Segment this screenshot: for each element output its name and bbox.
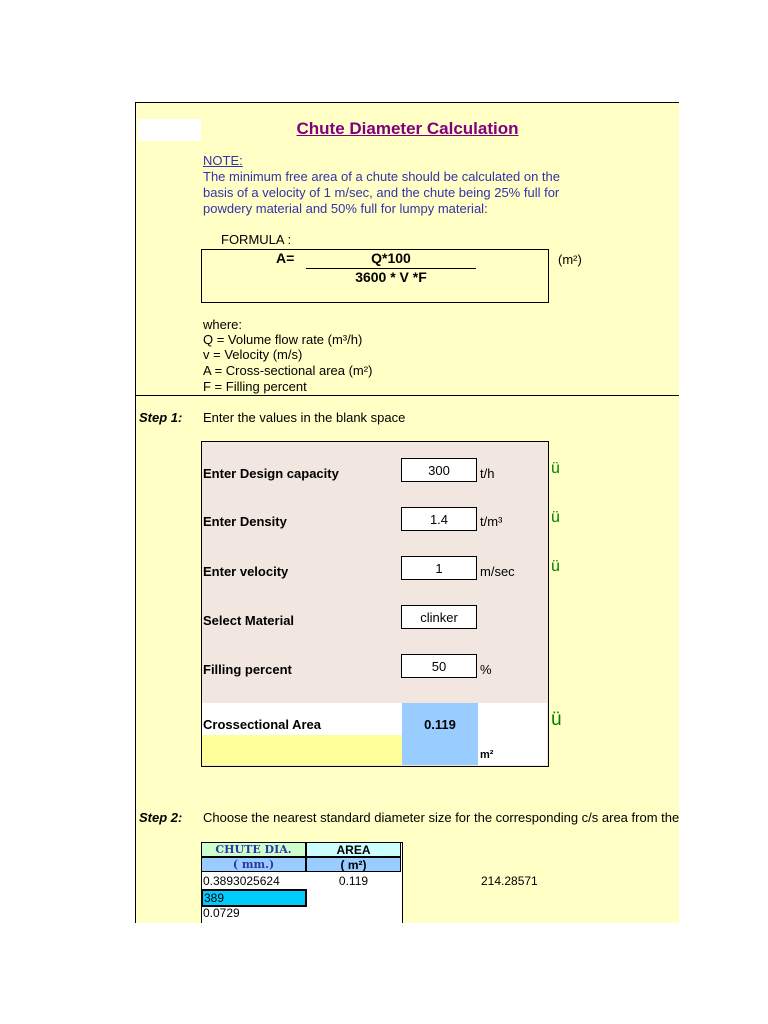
step1-text: Enter the values in the blank space bbox=[203, 410, 406, 425]
density-label: Enter Density bbox=[203, 514, 287, 529]
cs-area-value: 0.119 bbox=[424, 717, 456, 732]
col-sub-dia: ( mm.) bbox=[201, 857, 306, 872]
capacity-input[interactable]: 300 bbox=[401, 458, 477, 482]
where-a: A = Cross-sectional area (m²) bbox=[203, 363, 373, 378]
page-title: Chute Diameter Calculation bbox=[296, 119, 519, 138]
where-v: v = Velocity (m/s) bbox=[203, 347, 303, 362]
filling-input[interactable]: 50 bbox=[401, 654, 477, 678]
check-icon: ü bbox=[551, 460, 560, 477]
filling-label: Filling percent bbox=[203, 662, 292, 677]
cs-blank-cell bbox=[202, 735, 402, 765]
step1-label: Step 1: bbox=[139, 410, 183, 425]
step2-text: Choose the nearest standard diameter size for the corresponding c/s area from the bbox=[203, 810, 679, 825]
step2-label: Step 2: bbox=[139, 810, 183, 825]
col-header-dia: CHUTE DIA. bbox=[201, 842, 306, 857]
velocity-label: Enter velocity bbox=[203, 564, 289, 579]
formula-lhs: A= bbox=[276, 250, 295, 266]
formula-denominator: 3600 * V *F bbox=[355, 269, 427, 285]
where-f: F = Filling percent bbox=[203, 379, 307, 394]
capacity-unit: t/h bbox=[480, 466, 495, 481]
note-line-1: The minimum free area of a chute should be calculated on the bbox=[203, 169, 560, 184]
material-label: Select Material bbox=[203, 613, 295, 628]
cs-area-unit: m² bbox=[480, 749, 494, 761]
density-input[interactable]: 1.4 bbox=[401, 507, 477, 531]
where-heading: where: bbox=[203, 317, 243, 332]
material-select[interactable]: clinker bbox=[401, 605, 477, 629]
check-icon: ü bbox=[551, 509, 560, 526]
velocity-input[interactable]: 1 bbox=[401, 556, 477, 580]
col-header-area: AREA bbox=[306, 842, 401, 857]
selected-diameter-cell[interactable]: 389 bbox=[201, 889, 307, 907]
cs-value-cell bbox=[402, 703, 478, 765]
cs-area-label: Crossectional Area bbox=[203, 717, 322, 732]
row1-extra: 214.28571 bbox=[481, 874, 538, 888]
formula-unit: (m²) bbox=[558, 252, 582, 267]
density-unit: t/m³ bbox=[480, 514, 503, 529]
row3-dia: 0.0729 bbox=[203, 906, 240, 920]
velocity-unit: m/sec bbox=[480, 564, 515, 579]
check-icon: ü bbox=[551, 558, 560, 575]
col-sub-area: ( m²) bbox=[306, 857, 401, 872]
note-line-3: powdery material and 50% full for lumpy material: bbox=[203, 201, 488, 216]
formula-numerator: Q*100 bbox=[371, 250, 411, 266]
row1-area: 0.119 bbox=[338, 874, 369, 888]
note-heading: NOTE: bbox=[203, 153, 243, 168]
where-q: Q = Volume flow rate (m³/h) bbox=[203, 332, 363, 347]
check-icon: ü bbox=[551, 709, 562, 730]
row1-dia: 0.3893025624 bbox=[203, 874, 280, 888]
section-divider bbox=[136, 395, 679, 396]
formula-label: FORMULA : bbox=[221, 232, 292, 247]
capacity-label: Enter Design capacity bbox=[203, 466, 339, 481]
filling-unit: % bbox=[480, 662, 492, 677]
note-line-2: basis of a velocity of 1 m/sec, and the chute being 25% full for bbox=[203, 185, 560, 200]
spreadsheet bbox=[135, 102, 679, 923]
